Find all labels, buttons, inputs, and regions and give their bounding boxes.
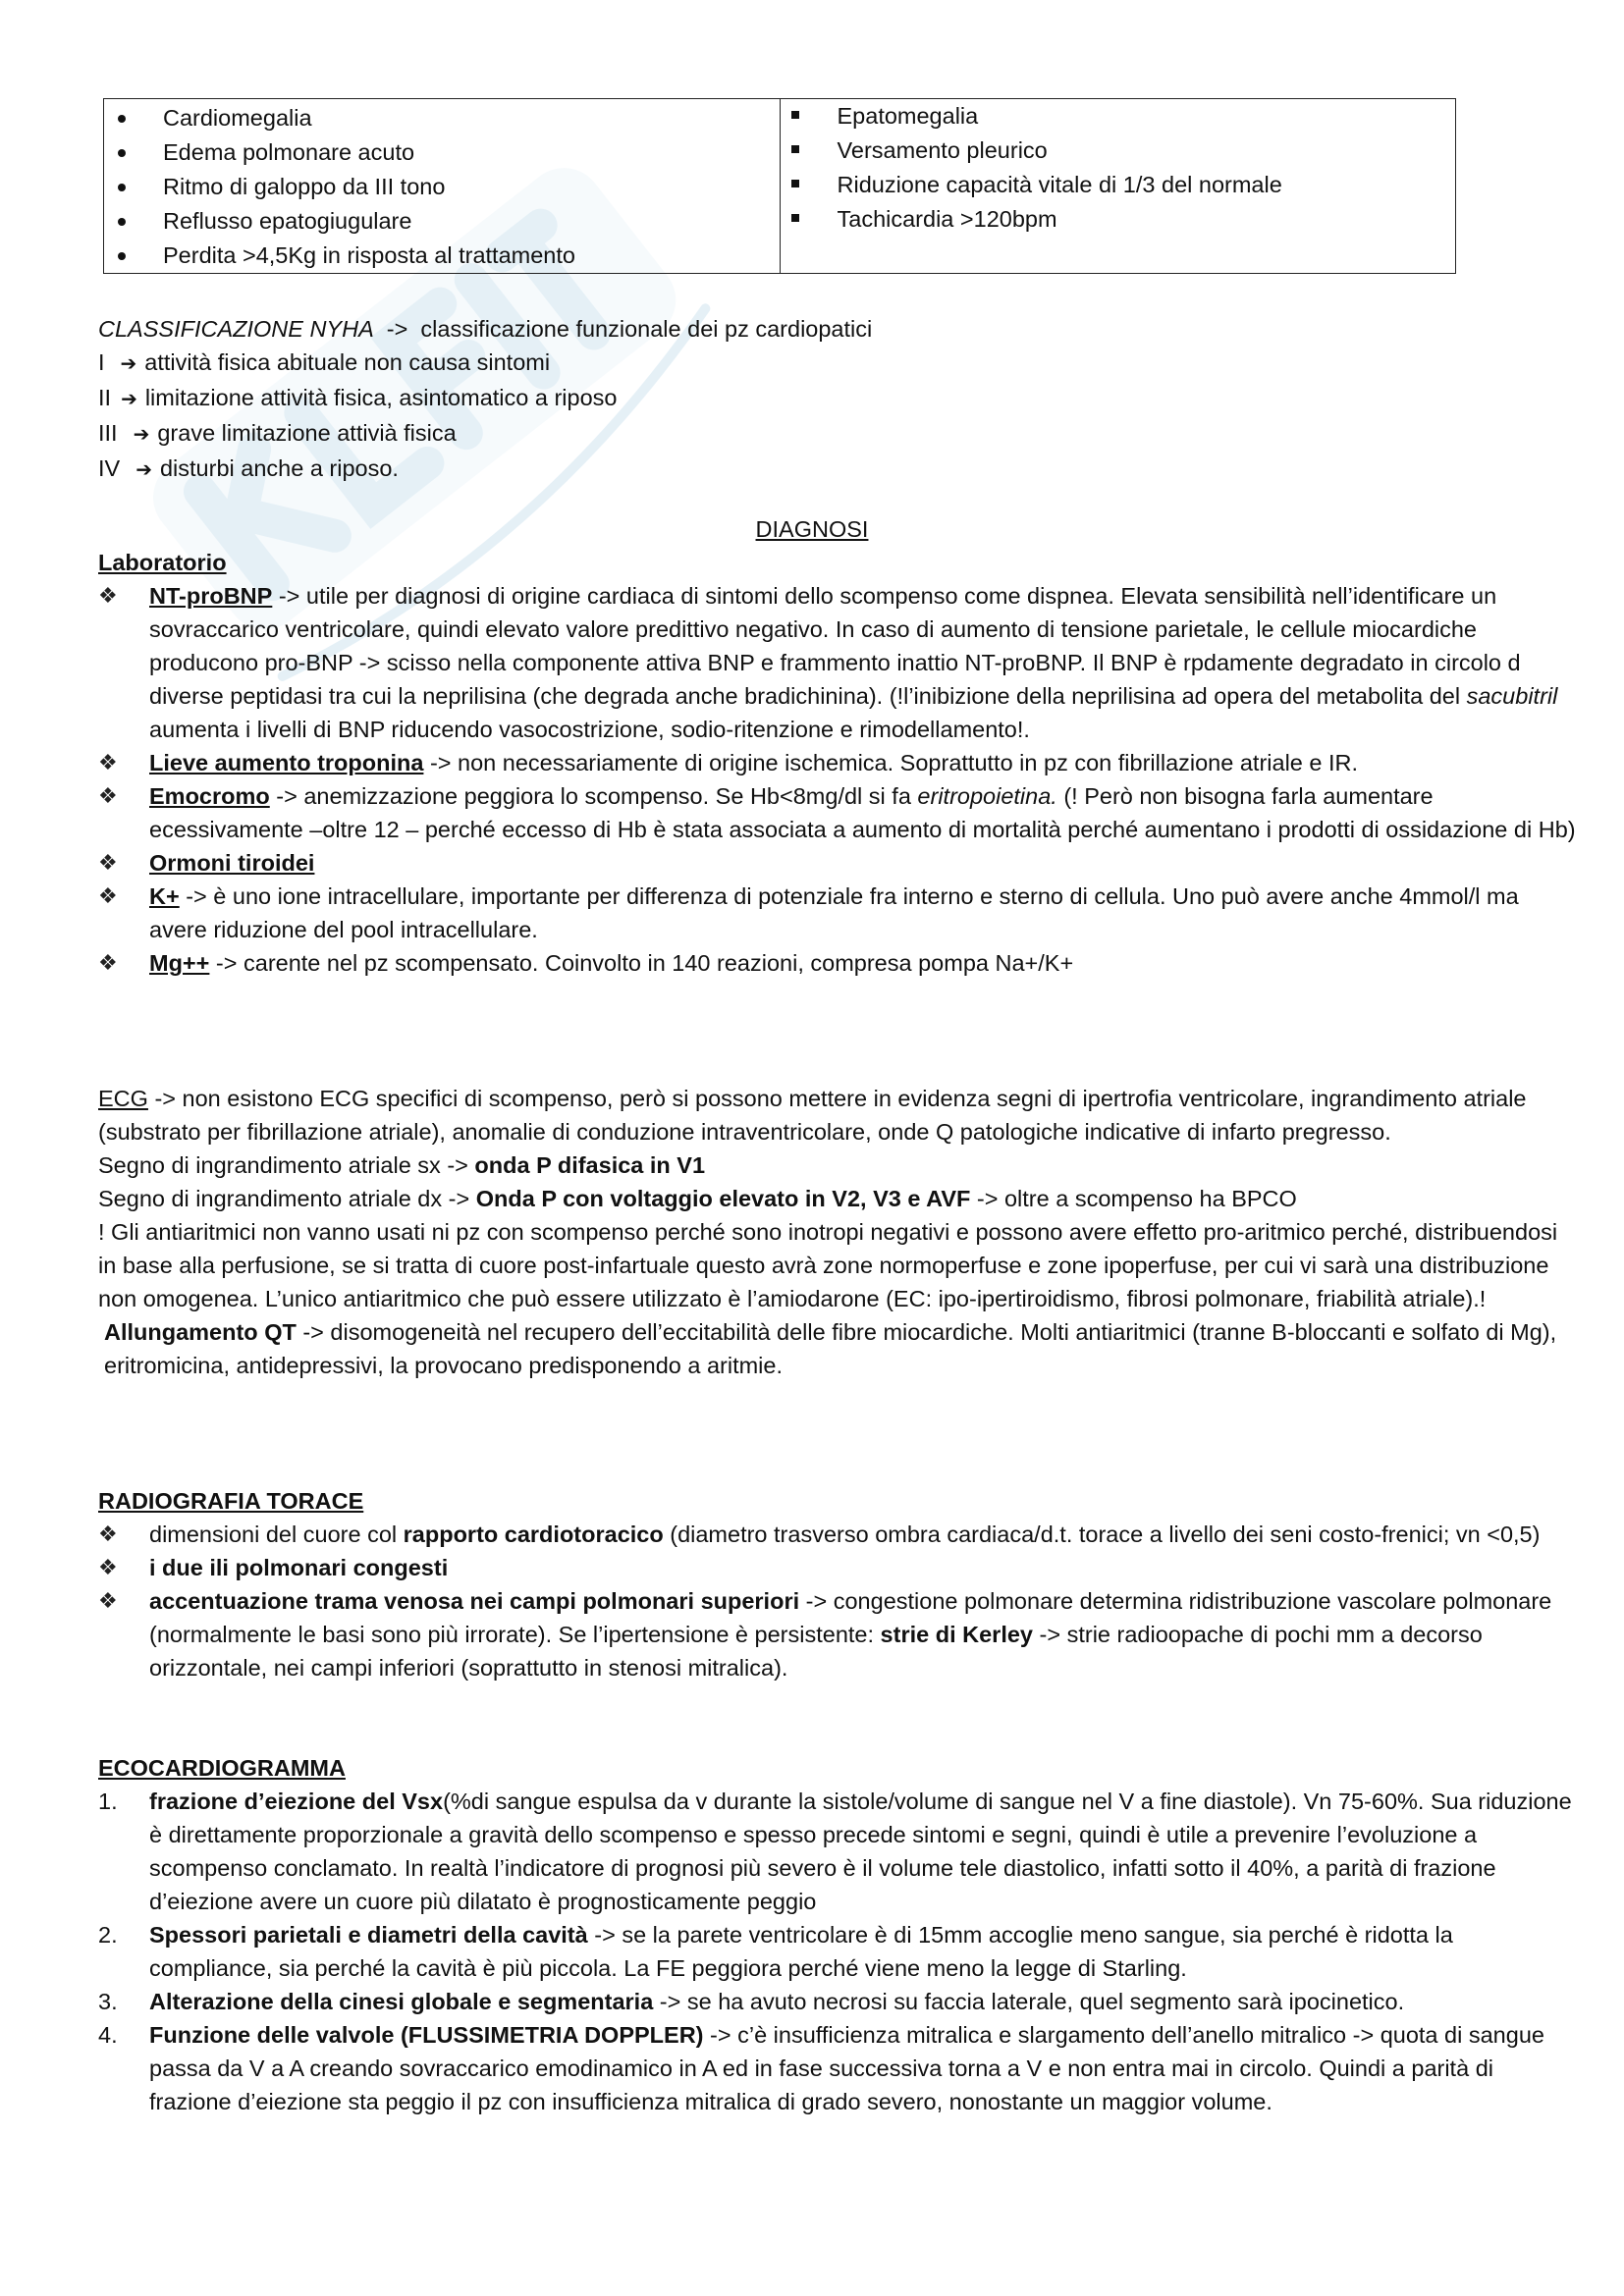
list-item (98, 779, 1581, 846)
rx-item3-b: accentuazione trama venosa nei campi polmonari superiori (149, 1588, 800, 1614)
ntprobnp-term: NT-proBNP (149, 583, 273, 609)
rx-item1-a: dimensioni del cuore col (149, 1522, 404, 1547)
nyha-title: CLASSIFICAZIONE NYHA (98, 316, 374, 342)
ecg-dx-text: Segno di ingrandimento atriale dx -> (98, 1186, 476, 1211)
nyha-section (98, 312, 1581, 487)
list-item (98, 746, 1581, 779)
ecg-dx-tail: -> oltre a scompenso ha BPCO (970, 1186, 1297, 1211)
rx-item1-b: rapporto cardiotoracico (403, 1522, 664, 1547)
ecg-heading: ECG (98, 1086, 148, 1111)
list-item (98, 1785, 1581, 1918)
nyha-class-text: disturbi anche a riposo. (159, 455, 399, 481)
rx-section (98, 1484, 1581, 1684)
eco-section (98, 1751, 1581, 2118)
list-item: Edema polmonare acuto (104, 135, 780, 170)
k-text: -> è uno ione intracellulare, importante per differenza di potenziale fra interno e sterno di cellula. Uno può avere anche 4mmol/l ma avere riduzione del pool intracellulare. (149, 883, 1519, 942)
eco-item-text: -> se ha avuto necrosi su faccia laterale, quel segmento sarà ipocinetico. (653, 1989, 1405, 2014)
list-item (98, 1918, 1581, 1985)
list-item: Cardiomegalia (104, 101, 780, 135)
mg-term: Mg++ (149, 950, 210, 976)
list-item: Tachicardia >120bpm (781, 202, 1456, 237)
rx-heading: RADIOGRAFIA TORACE (98, 1488, 364, 1514)
rx-item3-c: -> congestione polmonare determina ridistribuzione vascolare polmonare (normalmente le basi sono più irrorate). Se l’ipertensione è persistente: (149, 1588, 1552, 1647)
rx-item3-e: -> strie radioopache di pochi mm a decorso orizzontale, nei campi inferiori (soprattutto in stenosi mitralica). (149, 1622, 1483, 1681)
list-item (98, 2018, 1581, 2118)
eco-item-bold: frazione d’eiezione del Vsx (149, 1789, 444, 1814)
nyha-class-text: grave limitazione attivià fisica (157, 420, 457, 446)
ntprobnp-tail: aumenta i livelli di BNP riducendo vasocostrizione, sodio-ritenzione e rimodellamento!. (149, 717, 1030, 742)
emocromo-text: -> anemizzazione peggiora lo scompenso. Se Hb<8mg/dl si fa (269, 783, 918, 809)
rx-item3-d: strie di Kerley (880, 1622, 1033, 1647)
rx-item1-c: (diametro trasverso ombra cardiaca/d.t. torace a livello dei seni costo-frenici; vn <0,5) (663, 1522, 1541, 1547)
lab-heading: Laboratorio (98, 550, 227, 575)
eritropoietina-text: eritropoietina. (917, 783, 1057, 809)
list-item (98, 946, 1581, 980)
ecg-dx-bold: Onda P con voltaggio elevato in V2, V3 e AVF (475, 1186, 971, 1211)
rx-item2: i due ili polmonari congesti (149, 1555, 449, 1580)
list-item (98, 1551, 1581, 1584)
ecg-qt-bold: Allungamento QT (104, 1319, 297, 1345)
eco-item-text: -> se la parete ventricolare è di 15mm accoglie meno sangue, sia perché è ridotta la compliance, sia perché la cavità è più piccola. La FE peggiora perché viene meno la legge di Starling. (149, 1922, 1453, 1981)
troponina-text: -> non necessariamente di origine ischemica. Soprattutto in pz con fibrillazione atriale e IR. (423, 750, 1359, 775)
list-item (98, 1584, 1581, 1684)
list-item (98, 846, 1581, 880)
nyha-title-rest: -> classificazione funzionale dei pz cardiopatici (373, 316, 873, 342)
k-term: K+ (149, 883, 180, 909)
nyha-class-label: IV (98, 455, 121, 481)
item-number: 4. (98, 2022, 118, 2048)
lab-section (98, 546, 1581, 980)
ecg-qt-text: -> disomogeneità nel recupero dell’eccitabilità delle fibre miocardiche. Molti antiaritmici (tranne B-bloccanti e solfato di Mg), eritromicina, antidepressivi, la provocano predisponendo a aritmie. (104, 1319, 1557, 1378)
arrow-right-icon: ➔ (120, 353, 137, 375)
list-item (98, 1518, 1581, 1551)
ecg-sx-bold: onda P difasica in V1 (474, 1152, 706, 1178)
item-number: 2. (98, 1922, 118, 1948)
ecg-intro: -> non esistono ECG specifici di scompenso, però si possono mettere in evidenza segni di ipertrofia ventricolare, ingrandimento atriale (substrato per fibrillazione atriale), anomalie di conduzione intraventricolare, onde Q patologiche indicative di infarto pregresso. (98, 1086, 1527, 1145)
eco-item-text: (%di sangue espulsa da v durante la sistole/volume di sangue nel V a fine diastole). Vn 75-60%. Sua riduzione è direttamente proporzionale a gravità dello scompenso e spesso precede sintomi e segni, quindi è utile a prevenire l’evoluzione a scompenso conclamato. In realtà l’indicatore di prognosi più severo è il volume tele diastolico, infatti sotto il 40%, a parità di frazione d’eiezione avere un cuore più dilatato è prognosticamente peggio (149, 1789, 1572, 1914)
mg-text: -> carente nel pz scompensato. Coinvolto in 140 reazioni, compresa pompa Na+/K+ (209, 950, 1074, 976)
eco-heading: ECOCARDIOGRAMMA (98, 1755, 346, 1781)
list-item: Versamento pleurico (781, 133, 1456, 168)
item-number: 1. (98, 1789, 118, 1814)
eco-item-bold: Funzione delle valvole (FLUSSIMETRIA DOPPLER) (149, 2022, 704, 2048)
nyha-class-label: III (98, 420, 118, 446)
diagnosi-heading: DIAGNOSI (755, 516, 869, 542)
criteria-left-cell (104, 99, 781, 274)
arrow-right-icon: ➔ (121, 389, 137, 410)
list-item: Riduzione capacità vitale di 1/3 del normale (781, 168, 1456, 202)
list-item: Reflusso epatogiugulare (104, 204, 780, 239)
arrow-right-icon: ➔ (135, 459, 152, 481)
eco-item-bold: Alterazione della cinesi globale e segmentaria (149, 1989, 654, 2014)
ormoni-term: Ormoni tiroidei (149, 850, 315, 876)
arrow-right-icon: ➔ (133, 424, 150, 446)
ntprobnp-text: -> utile per diagnosi di origine cardiaca di sintomi dello scompenso come dispnea. Elevata sensibilità nell’identificare un sovraccarico ventricolare, quindi elevato valore predittivo negativo. In caso di aumento di tensione parietale, le cellule miocardiche producono pro-BNP -> scisso nella componente attiva BNP e frammento inattio NT-proBNP. Il BNP è rpdamente degradato in circolo d diverse peptidasi tra cui la neprilisina (che degrada anche bradichinina). (!l’inibizione della neprilisina ad opera del metabolita del (149, 583, 1521, 709)
list-item: Epatomegalia (781, 99, 1456, 133)
nyha-class-label: II (98, 385, 112, 410)
ecg-section (98, 1082, 1581, 1382)
list-item (98, 880, 1581, 946)
item-number: 3. (98, 1989, 118, 2014)
criteria-table (103, 98, 1456, 274)
eco-item-bold: Spessori parietali e diametri della cavità (149, 1922, 588, 1948)
list-item (98, 579, 1581, 746)
list-item: Ritmo di galoppo da III tono (104, 170, 780, 204)
troponina-term: Lieve aumento troponina (149, 750, 424, 775)
nyha-class-text: limitazione attività fisica, asintomatico a riposo (144, 385, 618, 410)
list-item (98, 1985, 1581, 2018)
eco-item-text: -> c’è insufficienza mitralica e slargamento dell’anello mitralico -> quota di sangue passa da V a A creando sovraccarico emodinamico in A ed in fase successiva torna a V e non entra mai in circolo. Quindi a parità di frazione d’eiezione sta peggio il pz con insufficienza mitralica di grado severo, nonostante un maggior volume. (149, 2022, 1544, 2114)
criteria-right-cell (780, 99, 1456, 274)
nyha-class-label: I (98, 349, 105, 375)
emocromo-tail: (! Però non bisogna farla aumentare ecessivamente –oltre 12 – perché eccesso di Hb è stata associata a aumento di mortalità perché aumentano i prodotti di ossidazione di Hb) (149, 783, 1576, 842)
sacubitril-text: sacubitril (1466, 683, 1558, 709)
ecg-sx-text: Segno di ingrandimento atriale sx -> (98, 1152, 475, 1178)
nyha-class-text: attività fisica abituale non causa sintomi (144, 349, 551, 375)
emocromo-term: Emocromo (149, 783, 270, 809)
list-item: Perdita >4,5Kg in risposta al trattamento (104, 239, 780, 273)
ecg-antiaritmici: ! Gli antiaritmici non vanno usati ni pz con scompenso perché sono inotropi negativi e possono avere effetto pro-aritmico perché, distribuendosi in base alla perfusione, se si tratta di cuore post-infartuale questo avrà zone normoperfuse e zone ipoperfuse, per cui vi sarà una distribuzione non omogenea. L’unico antiaritmico che può essere utilizzato è l’amiodarone (EC: ipo-ipertiroidismo, fibrosi polmonare, friabilità atriale).! (98, 1219, 1558, 1311)
